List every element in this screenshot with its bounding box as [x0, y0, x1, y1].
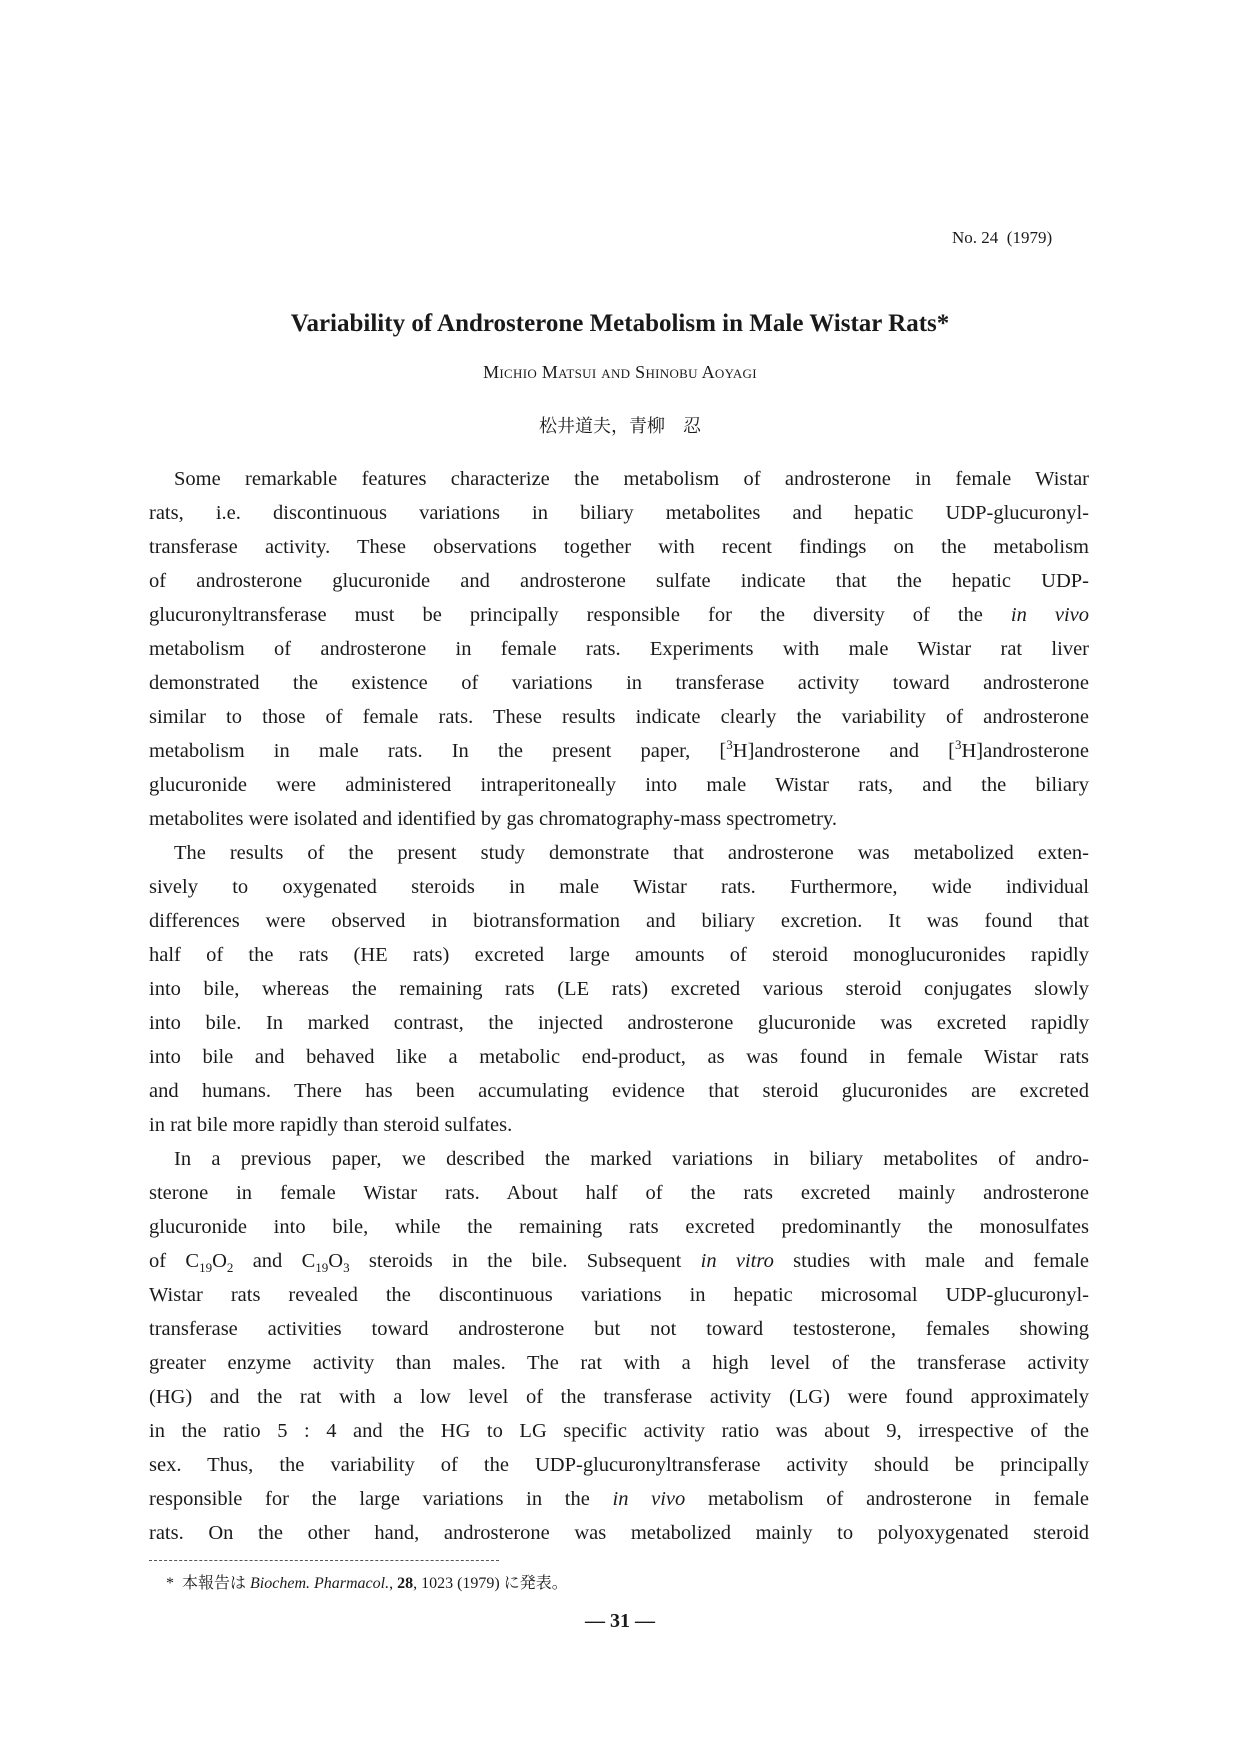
text-segment: O: [212, 1250, 227, 1272]
sup-text: 3: [954, 737, 962, 753]
text-segment: into bile and behaved like a metabolic end-product, as was found in female Wistar rats: [149, 1046, 1089, 1068]
text-segment: In a previous paper, we described the marked variations in biliary metabolites of andro-: [174, 1148, 1089, 1170]
text-line: [149, 1142, 1089, 1176]
text-segment: glucuronyltransferase must be principally responsible for the diversity of the: [149, 604, 1011, 626]
text-segment: and humans. There has been accumulating evidence that steroid glucuronides are excreted: [149, 1080, 1089, 1102]
text-line: [149, 938, 1089, 972]
text-segment: The results of the present study demonstrate that androsterone was metabolized exten-: [174, 842, 1089, 864]
text-line: [149, 564, 1089, 598]
text-segment: sively to oxygenated steroids in male Wistar rats. Furthermore, wide individual: [149, 876, 1089, 898]
text-line: [149, 1210, 1089, 1244]
text-line: [149, 598, 1089, 632]
text-line: [149, 1108, 1089, 1142]
sub-text: 3: [343, 1260, 350, 1276]
text-line: [149, 1482, 1089, 1516]
text-segment: sterone in female Wistar rats. About half of the rats excreted mainly androsterone: [149, 1182, 1089, 1204]
footnote-divider: [149, 1560, 499, 1561]
authors: Michio Matsui and Shinobu Aoyagi: [483, 362, 757, 382]
text-segment: into bile. In marked contrast, the injected androsterone glucuronide was excreted rapidly: [149, 1012, 1089, 1034]
text-segment: similar to those of female rats. These results indicate clearly the variability of androsterone: [149, 706, 1089, 728]
text-segment: sex. Thus, the variability of the UDP-glucuronyltransferase activity should be principally: [149, 1454, 1089, 1476]
text-line: [149, 904, 1089, 938]
text-segment: metabolites were isolated and identified by gas chromatography-mass spectrometry.: [149, 808, 838, 830]
text-segment: (HG) and the rat with a low level of the transferase activity (LG) were found approximately: [149, 1386, 1089, 1408]
text-segment: metabolism of androsterone in female rats. Experiments with male Wistar rat liver: [149, 638, 1089, 660]
text-segment: of androsterone glucuronide and androsterone sulfate indicate that the hepatic UDP-: [149, 570, 1089, 592]
text-line: [149, 632, 1089, 666]
text-line: [149, 1006, 1089, 1040]
text-segment: H]androsterone and [: [732, 740, 955, 762]
text-line: [149, 1346, 1089, 1380]
page-number: — 31 —: [585, 1610, 655, 1632]
sub-text: 19: [199, 1260, 213, 1276]
sup-text: 3: [726, 737, 733, 753]
text-segment: steroids in the bile. Subsequent: [349, 1250, 701, 1272]
sub-text: 2: [226, 1260, 234, 1276]
text-segment: demonstrated the existence of variations in transferase activity toward androsterone: [149, 672, 1089, 694]
italic-text: in vitro: [700, 1250, 774, 1272]
text-segment: greater enzyme activity than males. The rat with a high level of the transferase activity: [149, 1352, 1089, 1374]
text-segment: metabolism of androsterone in female: [685, 1488, 1090, 1510]
paragraph: [149, 462, 1089, 836]
text-segment: glucuronide into bile, while the remaining rats excreted predominantly the monosulfates: [149, 1216, 1089, 1238]
paper-title: Variability of Androsterone Metabolism in Male Wistar Rats*: [290, 310, 950, 337]
text-segment: transferase activity. These observations together with recent findings on the metabolism: [149, 536, 1089, 558]
footnote-prefix: 本報告は: [182, 1575, 251, 1592]
text-line: [149, 1448, 1089, 1482]
text-segment: into bile, whereas the remaining rats (LE rats) excreted various steroid conjugates slowly: [149, 978, 1089, 1000]
text-segment: rats. On the other hand, androsterone was metabolized mainly to polyoxygenated steroid: [149, 1522, 1089, 1544]
text-line: [149, 1414, 1089, 1448]
text-line: [149, 1074, 1089, 1108]
body-text: [149, 462, 1089, 1550]
footnote-journal: Biochem. Pharmacol.: [250, 1575, 390, 1592]
text-segment: rats, i.e. discontinuous variations in biliary metabolites and hepatic UDP-glucuronyl-: [149, 502, 1089, 524]
footnote-rest: , 1023 (1979) に発表。: [413, 1575, 568, 1592]
text-segment: transferase activities toward androsterone but not toward testosterone, females showing: [149, 1318, 1089, 1340]
text-line: [149, 734, 1089, 768]
text-segment: O: [328, 1250, 344, 1272]
text-line: [149, 836, 1089, 870]
text-segment: metabolism in male rats. In the present paper, [: [149, 740, 727, 762]
text-line: [149, 768, 1089, 802]
text-line: [149, 1176, 1089, 1210]
italic-text: in vivo: [612, 1488, 686, 1510]
text-segment: H]androsterone: [961, 740, 1089, 762]
text-segment: in the ratio 5 : 4 and the HG to LG specific activity ratio was about 9, irrespective of the: [149, 1420, 1089, 1442]
text-segment: glucuronide were administered intraperitoneally into male Wistar rats, and the biliary: [149, 774, 1089, 796]
text-line: [149, 1278, 1089, 1312]
text-segment: of C: [149, 1250, 200, 1272]
text-line: [149, 802, 1089, 836]
text-segment: differences were observed in biotransformation and biliary excretion. It was found that: [149, 910, 1089, 932]
text-line: [149, 870, 1089, 904]
footnote-volume: 28: [397, 1575, 414, 1592]
text-line: [149, 972, 1089, 1006]
text-line: [149, 1380, 1089, 1414]
text-line: [149, 462, 1089, 496]
paragraph: [149, 1142, 1089, 1550]
sub-text: 19: [315, 1260, 329, 1276]
text-segment: in rat bile more rapidly than steroid sulfates.: [149, 1114, 513, 1136]
authors-japanese: 松井道夫，青柳 忍: [539, 416, 701, 437]
text-segment: Wistar rats revealed the discontinuous variations in hepatic microsomal UDP-glucuronyl-: [149, 1284, 1089, 1306]
footnote: * 本報告は Biochem. Pharmacol., 28, 1023 (1979) に発表。: [166, 1575, 568, 1592]
text-line: [149, 1040, 1089, 1074]
text-segment: Some remarkable features characterize the metabolism of androsterone in female Wistar: [174, 468, 1089, 490]
italic-text: in vivo: [1010, 604, 1089, 626]
text-line: [149, 666, 1089, 700]
text-line: [149, 530, 1089, 564]
text-line: [149, 1312, 1089, 1346]
text-line: [149, 1516, 1089, 1550]
paragraph: [149, 836, 1089, 1142]
text-segment: studies with male and female: [773, 1250, 1089, 1272]
text-segment: responsible for the large variations in the: [149, 1488, 613, 1510]
text-line: [149, 700, 1089, 734]
text-line: [149, 1244, 1089, 1278]
issue-header: No. 24 (1979): [952, 228, 1053, 247]
text-segment: and C: [233, 1250, 316, 1272]
text-segment: half of the rats (HE rats) excreted large amounts of steroid monoglucuronides rapidly: [149, 944, 1089, 966]
footnote-marker: *: [166, 1575, 174, 1592]
text-line: [149, 496, 1089, 530]
